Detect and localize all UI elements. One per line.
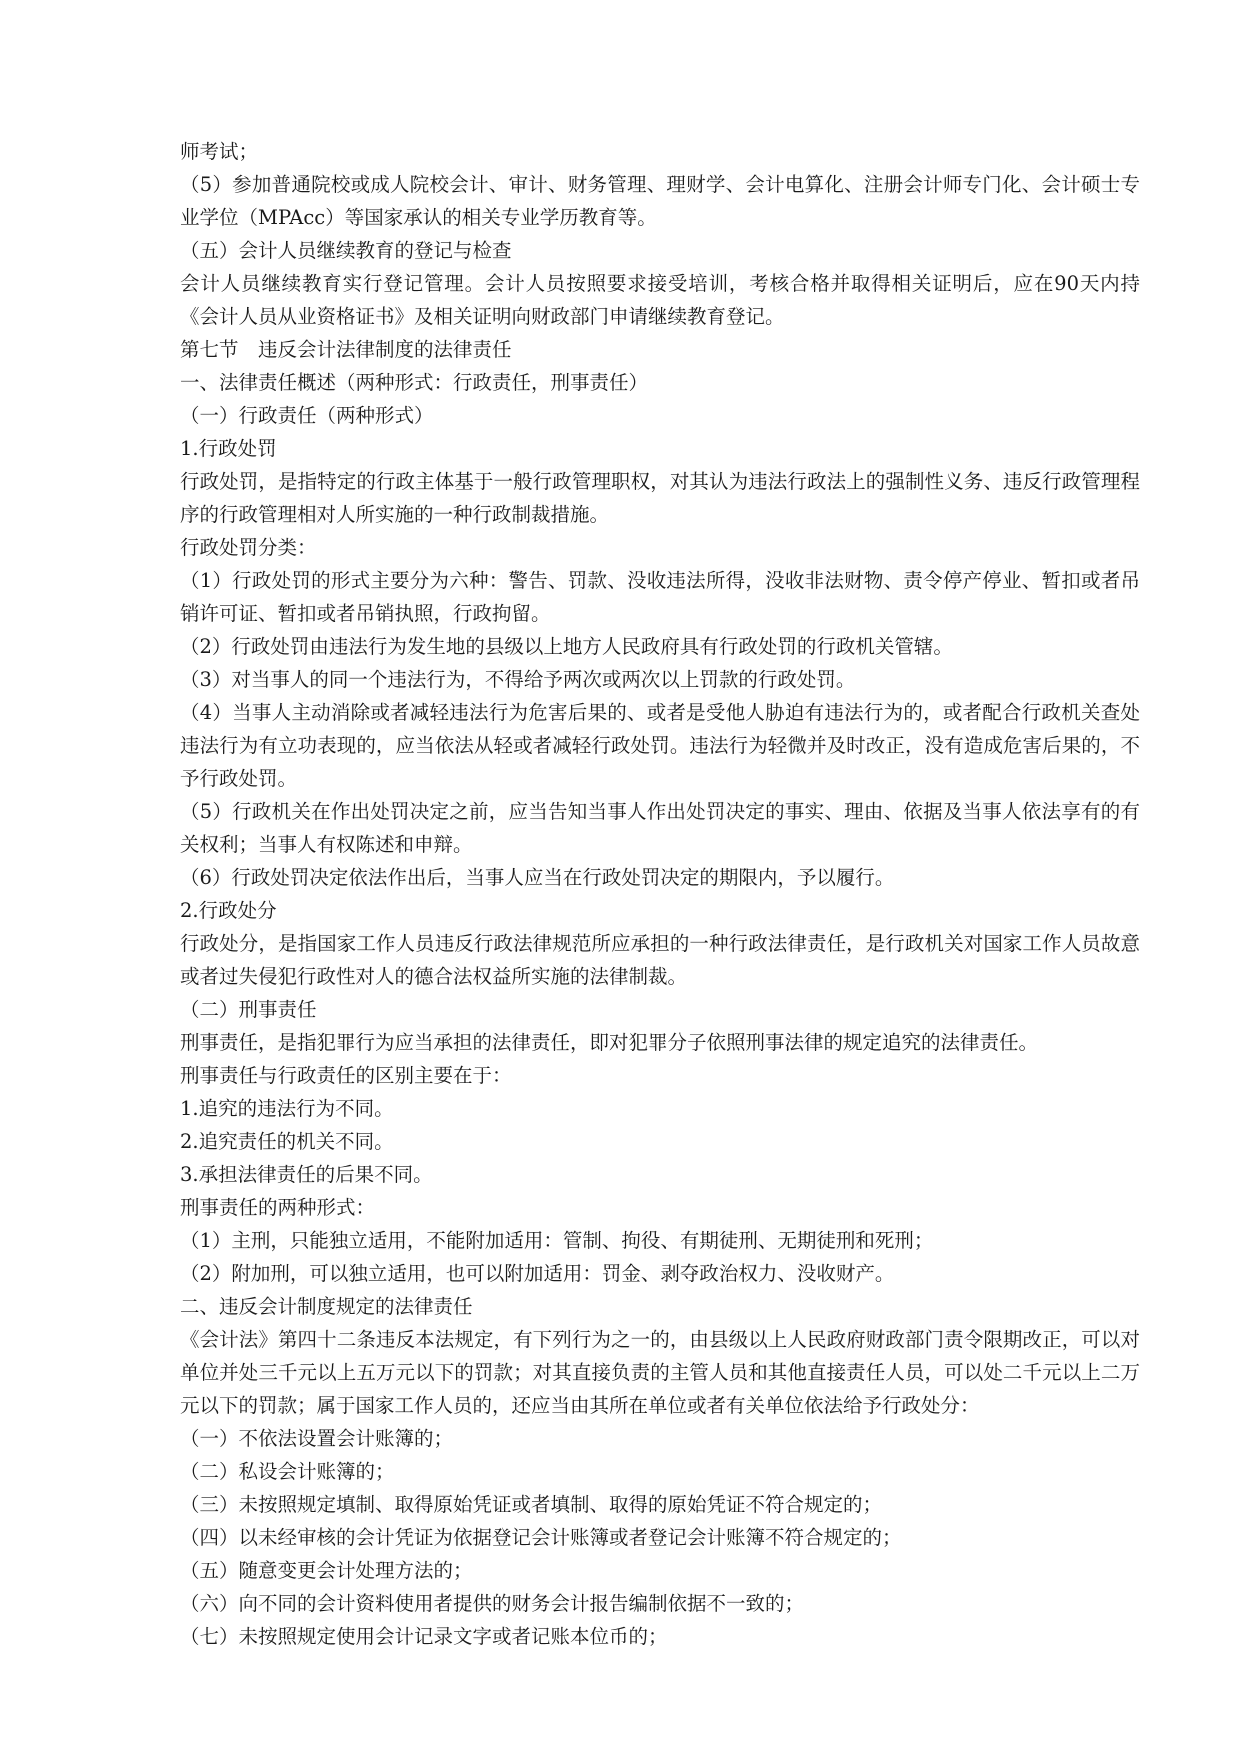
list-item: （四）以未经审核的会计凭证为依据登记会计账簿或者登记会计账簿不符合规定的； (180, 1526, 902, 1549)
list-item: （2）附加刑，可以独立适用，也可以附加适用：罚金、剥夺政治权力、没收财产。 (180, 1262, 895, 1285)
paragraph: 行政处罚，是指特定的行政主体基于一般行政管理职权，对其认为违法行政法上的强制性义务、违反行政管理程序的行政管理相对人所实施的一种行政制裁措施。 (180, 470, 1140, 526)
list-item: （6）行政处罚决定依法作出后，当事人应当在行政处罚决定的期限内，予以履行。 (180, 866, 895, 889)
paragraph: 会计人员继续教育实行登记管理。会计人员按照要求接受培训，考核合格并取得相关证明后，应在90天内持《会计人员从业资格证书》及相关证明向财政部门申请继续教育登记。 (180, 272, 1140, 328)
list-item: （3）对当事人的同一个违法行为，不得给予两次或两次以上罚款的行政处罚。 (180, 668, 856, 691)
list-item: 1.追究的违法行为不同。 (180, 1097, 394, 1120)
document-body (180, 135, 1140, 1653)
list-item: 2.追究责任的机关不同。 (180, 1130, 394, 1153)
paragraph: 刑事责任，是指犯罪行为应当承担的法律责任，即对犯罪分子依照刑事法律的规定追究的法律责任。 (180, 1031, 1039, 1054)
list-item: （1）主刑，只能独立适用，不能附加适用：管制、拘役、有期徒刑、无期徒刑和死刑； (180, 1229, 934, 1252)
section-heading: （五）会计人员继续教育的登记与检查 (180, 239, 512, 262)
chapter-heading: 第七节 违反会计法律制度的法律责任 (180, 338, 512, 361)
list-item: （1）行政处罚的形式主要分为六种：警告、罚款、没收违法所得，没收非法财物、责令停产停业、暂扣或者吊销许可证、暂扣或者吊销执照，行政拘留。 (180, 569, 1140, 625)
list-item: （一）不依法设置会计账簿的； (180, 1427, 454, 1450)
list-item: （2）行政处罚由违法行为发生地的县级以上地方人民政府具有行政处罚的行政机关管辖。 (180, 635, 953, 658)
section-heading: 一、法律责任概述（两种形式：行政责任，刑事责任） (180, 371, 649, 394)
subsection-heading: 1.行政处罚 (180, 437, 277, 460)
subsection-heading: 2.行政处分 (180, 899, 277, 922)
paragraph: 刑事责任与行政责任的区别主要在于： (180, 1064, 512, 1087)
subsection-heading: （二）刑事责任 (180, 998, 317, 1021)
list-item: （二）私设会计账簿的； (180, 1460, 395, 1483)
paragraph: 刑事责任的两种形式： (180, 1196, 376, 1219)
paragraph: 师考试； (180, 140, 259, 163)
list-item: （5）行政机关在作出处罚决定之前，应当告知当事人作出处罚决定的事实、理由、依据及当事人依法享有的有关权利；当事人有权陈述和申辩。 (180, 800, 1140, 856)
subsection-heading: （一）行政责任（两种形式） (180, 404, 434, 427)
list-item: （4）当事人主动消除或者减轻违法行为危害后果的、或者是受他人胁迫有违法行为的，或者配合行政机关查处违法行为有立功表现的，应当依法从轻或者减轻行政处罚。违法行为轻微并及时改正，没有造成危害后果的，不予行政处罚。 (180, 701, 1140, 790)
list-item: 3.承担法律责任的后果不同。 (180, 1163, 433, 1186)
section-heading: 二、违反会计制度规定的法律责任 (180, 1295, 473, 1318)
list-item: （5）参加普通院校或成人院校会计、审计、财务管理、理财学、会计电算化、注册会计师专门化、会计硕士专业学位（MPAcc）等国家承认的相关专业学历教育等。 (180, 173, 1140, 229)
list-item: （七）未按照规定使用会计记录文字或者记账本位币的； (180, 1625, 668, 1648)
paragraph: 行政处分，是指国家工作人员违反行政法律规范所应承担的一种行政法律责任，是行政机关对国家工作人员故意或者过失侵犯行政性对人的德合法权益所实施的法律制裁。 (180, 932, 1140, 988)
paragraph: 《会计法》第四十二条违反本法规定，有下列行为之一的，由县级以上人民政府财政部门责令限期改正，可以对单位并处三千元以上五万元以下的罚款；对其直接负责的主管人员和其他直接责任人员，可以处二千元以上二万元以下的罚款；属于国家工作人员的，还应当由其所在单位或者有关单位依法给予行政处分： (180, 1328, 1140, 1417)
paragraph: 行政处罚分类： (180, 536, 317, 559)
list-item: （五）随意变更会计处理方法的； (180, 1559, 473, 1582)
list-item: （六）向不同的会计资料使用者提供的财务会计报告编制依据不一致的； (180, 1592, 805, 1615)
list-item: （三）未按照规定填制、取得原始凭证或者填制、取得的原始凭证不符合规定的； (180, 1493, 883, 1516)
